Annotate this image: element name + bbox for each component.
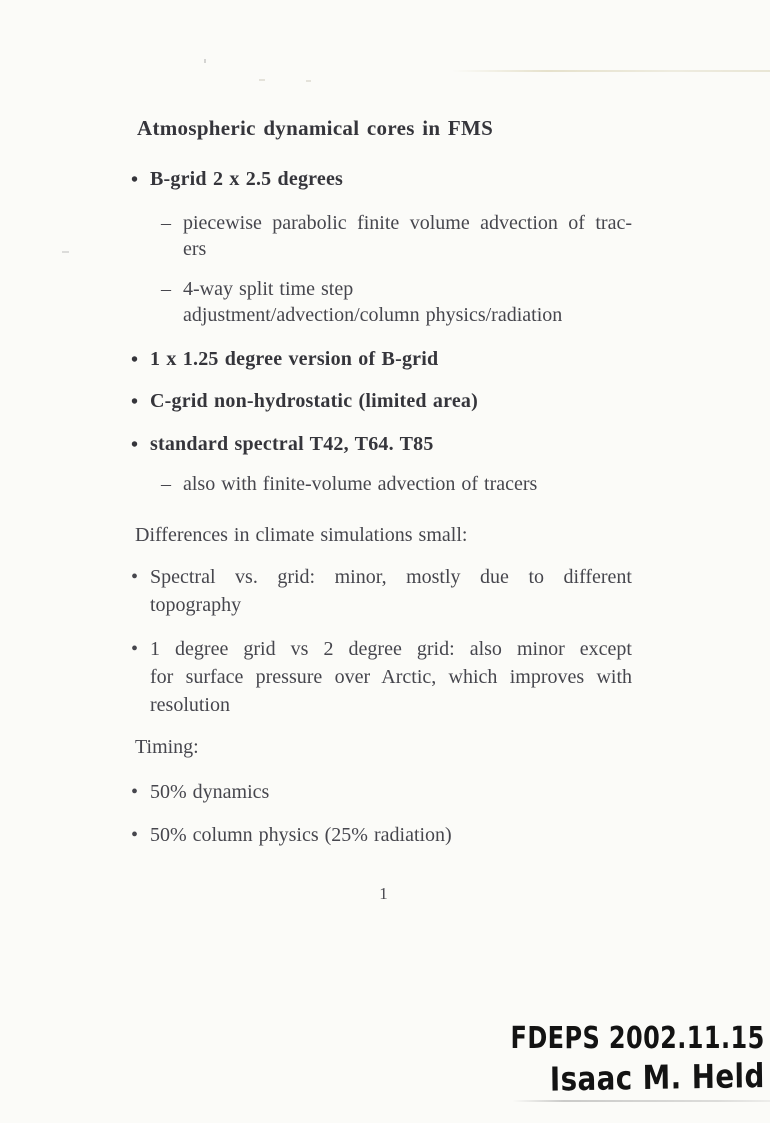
text-line: ers xyxy=(183,238,207,260)
text-line: piecewise parabolic finite volume advection of trac- xyxy=(183,212,632,234)
bullet-item xyxy=(131,778,632,806)
item-lines xyxy=(150,563,632,619)
bullet-item xyxy=(131,635,632,719)
bullet-icon: • xyxy=(131,169,139,191)
text-line: C-grid non-hydrostatic (limited area) xyxy=(150,390,478,412)
text-line: 50% column physics (25% radiation) xyxy=(150,824,452,846)
bullet-item xyxy=(131,166,632,194)
scan-artifact-line xyxy=(512,1100,770,1102)
text-line: standard spectral T42, T64. T85 xyxy=(150,433,434,455)
bullet-icon: • xyxy=(131,781,139,803)
text-line: Differences in climate simulations small: xyxy=(135,524,468,546)
item-lines xyxy=(183,210,632,262)
scan-artifact-dot xyxy=(306,80,311,82)
text-line: for surface pressure over Arctic, which improves with xyxy=(150,666,632,688)
item-lines xyxy=(150,821,632,849)
bullet-item xyxy=(131,821,632,849)
bullet-icon: • xyxy=(131,566,139,588)
item-lines xyxy=(150,166,632,194)
note-date: FDEPS 2002.11.15 xyxy=(510,1021,765,1056)
text-line: 1 x 1.25 degree version of B-grid xyxy=(150,348,439,370)
text-line: 50% dynamics xyxy=(150,781,270,803)
note-author: Isaac M. Held xyxy=(549,1056,766,1099)
dash-icon: – xyxy=(161,212,171,234)
bullet-icon: • xyxy=(131,638,139,660)
item-lines xyxy=(135,521,632,549)
item-lines xyxy=(183,471,632,497)
sub-item xyxy=(161,276,632,328)
scan-artifact-dot xyxy=(62,251,69,253)
text-line: topography xyxy=(150,594,242,616)
bullet-icon: • xyxy=(131,434,139,456)
sub-item xyxy=(161,210,632,262)
text-line: Spectral vs. grid: minor, mostly due to different xyxy=(150,566,632,588)
bullet-icon: • xyxy=(131,391,139,413)
dash-icon: – xyxy=(161,278,171,300)
bullet-item xyxy=(131,563,632,619)
item-lines xyxy=(183,276,632,328)
text-line: 4-way split time step xyxy=(183,278,354,300)
paragraph xyxy=(135,733,632,761)
bullet-item xyxy=(131,346,632,374)
item-lines xyxy=(150,431,632,459)
paragraph xyxy=(135,521,632,549)
item-lines xyxy=(150,635,632,719)
text-line: adjustment/advection/column physics/radiation xyxy=(183,304,563,326)
handwritten-note xyxy=(447,1021,766,1099)
item-lines xyxy=(135,733,632,761)
text-line: also with finite-volume advection of tracers xyxy=(183,473,538,495)
text-line: resolution xyxy=(150,694,230,716)
document-title: Atmospheric dynamical cores in FMS xyxy=(137,116,494,140)
page-number: 1 xyxy=(379,884,388,903)
bullet-item xyxy=(131,431,632,459)
text-line: 1 degree grid vs 2 degree grid: also minor except xyxy=(150,638,632,660)
item-lines xyxy=(150,388,632,416)
bullet-item xyxy=(131,388,632,416)
scan-artifact-line xyxy=(452,70,770,72)
scan-artifact-dot xyxy=(259,79,265,81)
text-line: B-grid 2 x 2.5 degrees xyxy=(150,168,344,190)
item-lines xyxy=(150,778,632,806)
text-line: Timing: xyxy=(135,736,199,758)
item-lines xyxy=(150,346,632,374)
sub-item xyxy=(161,471,632,497)
scan-artifact-dot xyxy=(204,59,206,63)
bullet-icon: • xyxy=(131,824,139,846)
bullet-icon: • xyxy=(131,349,139,371)
dash-icon: – xyxy=(161,473,171,495)
